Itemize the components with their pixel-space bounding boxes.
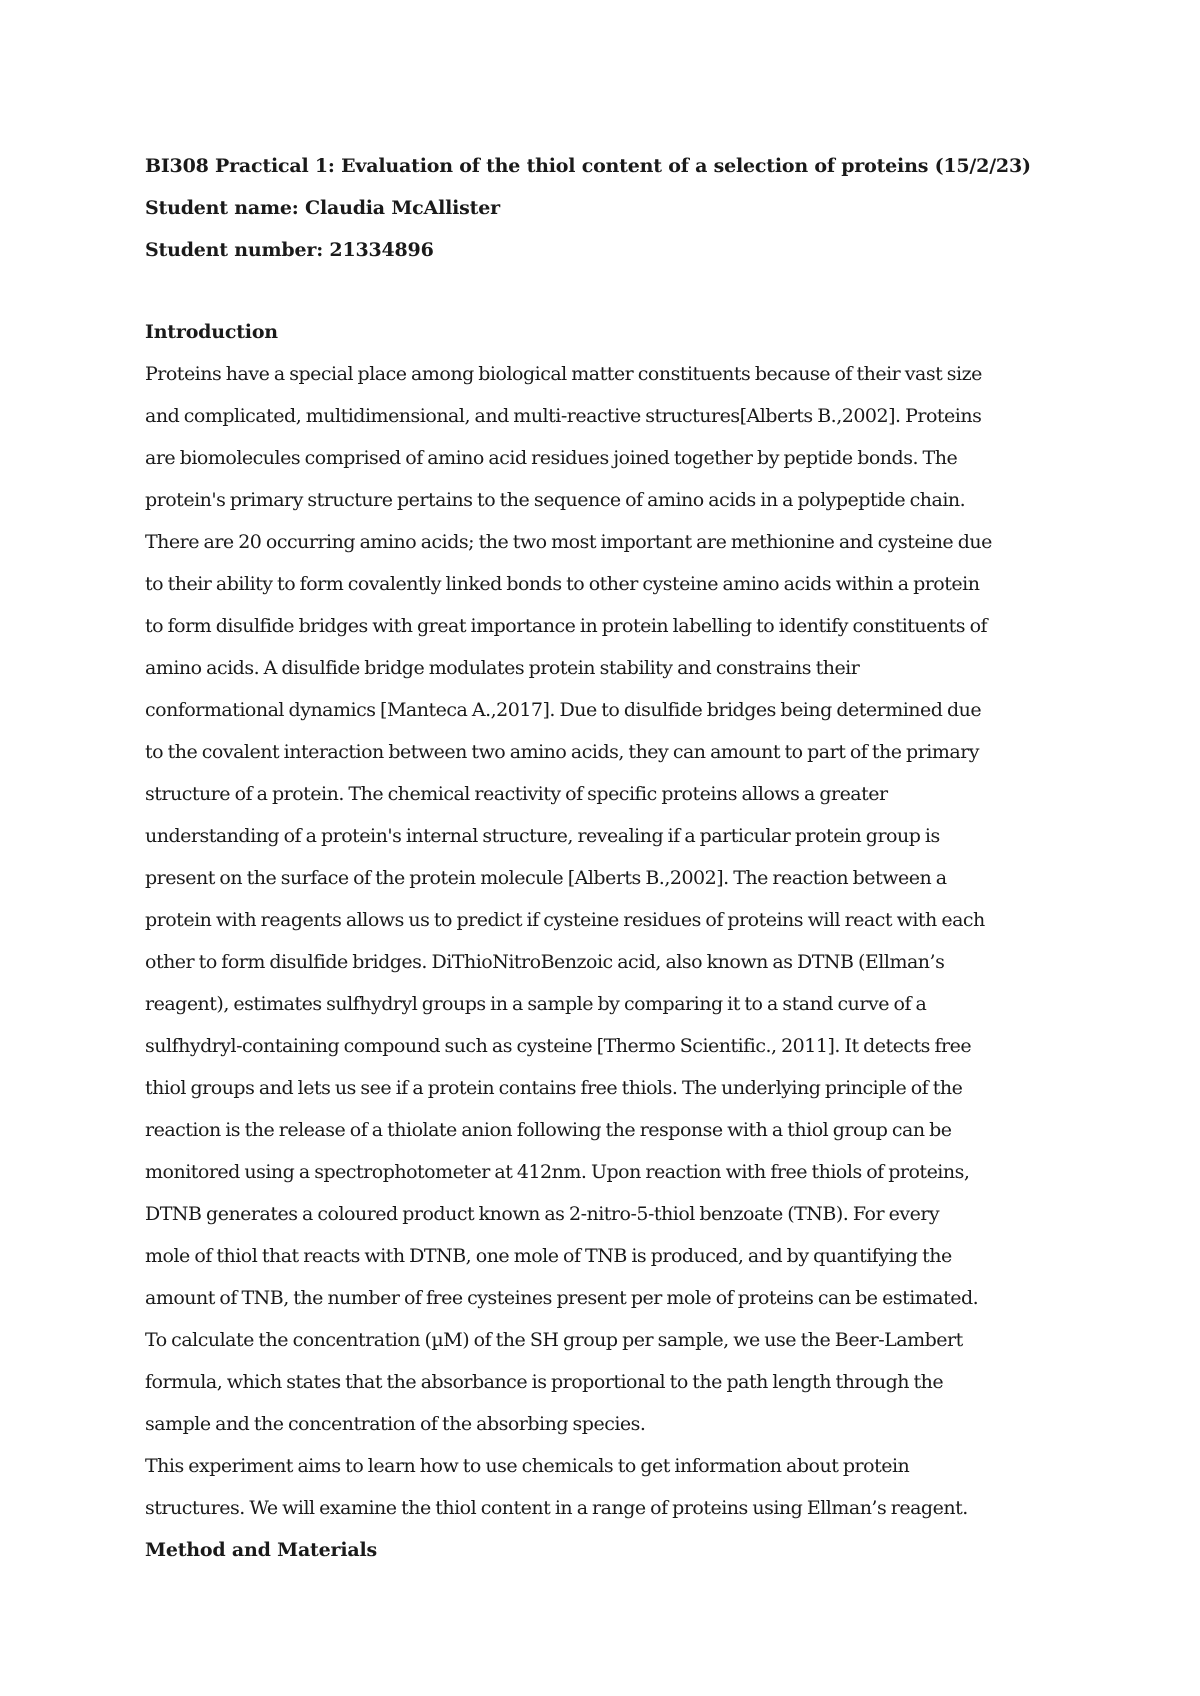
- document-body: [145, 145, 1065, 1571]
- document-title: BI308 Practical 1: Evaluation of the thiol content of a selection of proteins (15/2/23): [145, 155, 1031, 177]
- introduction-paragraph: Proteins have a special place among biological matter constituents because of their vast size and complicated, multidimensional, and multi-reactive structures[Alberts B.,2002]. Proteins are biomolecules comprised of amino acid residues joined together by peptide bonds. The protein's primary structure pertains to the sequence of amino acids in a polypeptide chain. There are 20 occurring amino acids; the two most important are methionine and cysteine due to their ability to form covalently linked bonds to other cysteine amino acids within a protein to form disulfide bridges with great importance in protein labelling to identify constituents of amino acids. A disulfide bridge modulates protein stability and constrains their conformational dynamics [Manteca A.,2017]. Due to disulfide bridges being determined due to the covalent interaction between two amino acids, they can amount to part of the primary structure of a protein. The chemical reactivity of specific proteins allows a greater understanding of a protein's internal structure, revealing if a particular protein group is present on the surface of the protein molecule [Alberts B.,2002]. The reaction between a protein with reagents allows us to predict if cysteine residues of proteins will react with each other to form disulfide bridges. DiThioNitroBenzoic acid, also known as DTNB (Ellman’s reagent), estimates sulfhydryl groups in a sample by comparing it to a stand curve of a sulfhydryl-containing compound such as cysteine [Thermo Scientific., 2011]. It detects free thiol groups and lets us see if a protein contains free thiols. The underlying principle of the reaction is the release of a thiolate anion following the response with a thiol group can be monitored using a spectrophotometer at 412nm. Upon reaction with free thiols of proteins, DTNB generates a coloured product known as 2-nitro-5-thiol benzoate (TNB). For every mole of thiol that reacts with DTNB, one mole of TNB is produced, and by quantifying the amount of TNB, the number of free cysteines present per mole of proteins can be estimated. To calculate the concentration (µM) of the SH group per sample, we use the Beer-Lambert formula, which states that the absorbance is proportional to the path length through the sample and the concentration of the absorbing species.: [145, 363, 992, 1435]
- introduction-heading: Introduction: [145, 321, 278, 343]
- methods-heading: Method and Materials: [145, 1539, 377, 1561]
- blank-line: [145, 271, 1065, 311]
- student-number: Student number: 21334896: [145, 239, 434, 261]
- student-name: Student name: Claudia McAllister: [145, 197, 500, 219]
- aim-paragraph: This experiment aims to learn how to use chemicals to get information about protein structures. We will examine the thiol content in a range of proteins using Ellman’s reagent.: [145, 1455, 968, 1519]
